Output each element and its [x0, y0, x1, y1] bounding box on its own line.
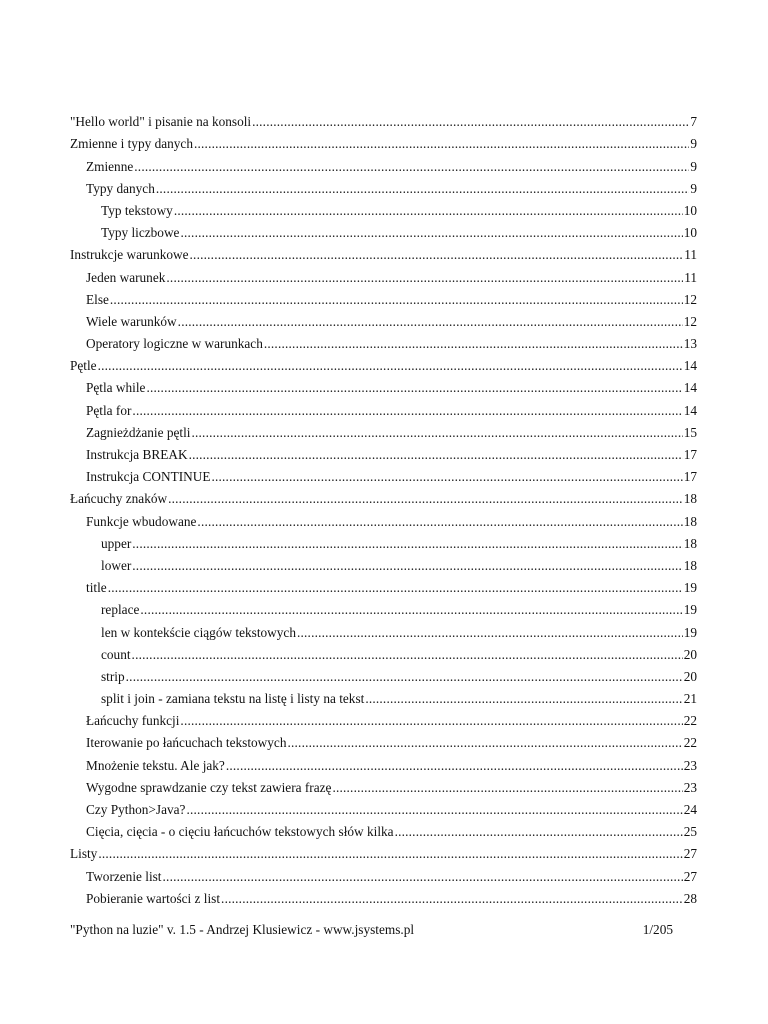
toc-entry-title: Tworzenie list: [86, 868, 162, 884]
toc-entry-page: 15: [683, 424, 697, 440]
toc-entry-title: Wiele warunków: [86, 313, 177, 329]
toc-entry-title: Łańcuchy funkcji: [86, 713, 180, 729]
toc-dot-leader: [264, 336, 683, 352]
toc-entry[interactable]: [70, 574, 697, 596]
toc-entry[interactable]: [70, 219, 697, 241]
toc-entry-title: upper: [101, 535, 132, 551]
toc-entry-page: 12: [683, 291, 697, 307]
toc-entry-title: len w kontekście ciągów tekstowych: [101, 624, 296, 640]
toc-entry[interactable]: [70, 663, 697, 685]
toc-entry-page: 27: [683, 868, 697, 884]
toc-entry[interactable]: [70, 751, 697, 773]
toc-entry-title: Pętle: [70, 358, 97, 374]
toc-entry-page: 9: [690, 158, 697, 174]
toc-entry-title: Pętla for: [86, 402, 132, 418]
toc-entry-title: Typy liczbowe: [101, 225, 180, 241]
toc-entry[interactable]: [70, 885, 697, 907]
toc-entry[interactable]: [70, 818, 697, 840]
toc-dot-leader: [163, 869, 683, 885]
toc-entry-page: 27: [683, 846, 697, 862]
toc-entry-page: 22: [683, 713, 697, 729]
footer-text: "Python na luzie" v. 1.5 - Andrzej Klusiewicz - www.jsystems.pl: [70, 922, 415, 937]
toc-entry[interactable]: [70, 197, 697, 219]
toc-entry-page: 14: [683, 380, 697, 396]
toc-dot-leader: [197, 514, 682, 530]
toc-entry-page: 18: [683, 557, 697, 573]
toc-entry[interactable]: [70, 485, 697, 507]
toc-entry-page: 23: [683, 779, 697, 795]
toc-entry[interactable]: [70, 308, 697, 330]
toc-dot-leader: [132, 647, 683, 663]
toc-entry-page: 10: [683, 225, 697, 241]
toc-entry-title: Typ tekstowy: [101, 202, 173, 218]
toc-dot-leader: [166, 270, 683, 286]
toc-entry[interactable]: [70, 263, 697, 285]
toc-entry[interactable]: [70, 352, 697, 374]
toc-entry[interactable]: [70, 175, 697, 197]
toc-dot-leader: [178, 314, 683, 330]
toc-entry-page: 13: [683, 336, 697, 352]
toc-dot-leader: [140, 602, 682, 618]
toc-entry-page: 11: [684, 247, 697, 263]
toc-dot-leader: [134, 159, 689, 175]
toc-entry[interactable]: [70, 596, 697, 618]
toc-entry-title: Listy: [70, 846, 98, 862]
toc-dot-leader: [132, 536, 682, 552]
toc-entry-title: Jeden warunek: [86, 269, 166, 285]
toc-entry[interactable]: [70, 507, 697, 529]
toc-entry-title: "Hello world" i pisanie na konsoli: [70, 114, 252, 130]
toc-entry-title: Zmienne i typy danych: [70, 136, 193, 152]
toc-entry-title: Iterowanie po łańcuchach tekstowych: [86, 735, 287, 751]
toc-dot-leader: [108, 580, 683, 596]
toc-entry[interactable]: [70, 374, 697, 396]
toc-entry[interactable]: [70, 330, 697, 352]
toc-entry-title: Instrukcje warunkowe: [70, 247, 189, 263]
toc-entry-page: 17: [683, 447, 697, 462]
page-counter: 1/205: [642, 922, 673, 937]
toc-entry[interactable]: [70, 441, 697, 463]
toc-entry-title: Mnożenie tekstu. Ale jak?: [86, 757, 225, 773]
toc-dot-leader: [132, 403, 682, 419]
toc-entry-page: 28: [683, 890, 697, 906]
toc-entry-title: lower: [101, 557, 132, 573]
toc-entry-page: 18: [683, 513, 697, 529]
toc-entry-page: 19: [683, 602, 697, 618]
toc-entry[interactable]: [70, 707, 697, 729]
toc-entry-page: 9: [690, 180, 697, 196]
toc-entry-title: strip: [101, 668, 125, 684]
toc-entry[interactable]: [70, 108, 697, 130]
toc-entry-page: 9: [690, 136, 697, 152]
toc-entry-title: Operatory logiczne w warunkach: [86, 336, 263, 352]
toc-entry-page: 22: [683, 735, 697, 751]
toc-dot-leader: [395, 824, 683, 840]
toc-entry-title: split i join - zamiana tekstu na listę i listy na tekst: [101, 691, 365, 707]
toc-entry[interactable]: [70, 729, 697, 751]
toc-entry[interactable]: [70, 796, 697, 818]
toc-dot-leader: [186, 802, 682, 818]
toc-entry-title: Pobieranie wartości z list: [86, 890, 221, 906]
toc-dot-leader: [365, 691, 682, 707]
toc-entry-title: Pętla while: [86, 380, 146, 396]
toc-entry[interactable]: [70, 685, 697, 707]
toc-dot-leader: [156, 181, 689, 197]
toc-entry-page: 12: [683, 313, 697, 329]
toc-entry-title: Łańcuchy znaków: [70, 491, 168, 507]
toc-entry-page: 10: [683, 202, 697, 218]
toc-dot-leader: [180, 713, 682, 729]
toc-dot-leader: [98, 358, 683, 374]
toc-entry[interactable]: [70, 130, 697, 152]
toc-dot-leader: [297, 625, 683, 641]
toc-dot-leader: [126, 669, 683, 685]
toc-entry-page: 11: [684, 269, 697, 285]
toc-entry-page: 20: [683, 646, 697, 662]
toc-entry-title: Zmienne: [86, 158, 134, 174]
toc-entry-page: 19: [683, 580, 697, 596]
toc-entry-page: 18: [683, 535, 697, 551]
toc-entry-page: 17: [683, 469, 697, 485]
toc-entry[interactable]: [70, 552, 697, 574]
toc-entry-title: replace: [101, 602, 140, 618]
toc-entry[interactable]: [70, 286, 697, 308]
toc-dot-leader: [146, 380, 682, 396]
toc-dot-leader: [132, 558, 682, 574]
toc-entry-title: Czy Python>Java?: [86, 802, 186, 817]
toc-entry-title: count: [101, 646, 131, 662]
toc-entry-title: Typy danych: [86, 180, 155, 196]
toc-entry[interactable]: [70, 618, 697, 640]
toc-entry-title: Instrukcja BREAK: [86, 447, 188, 462]
toc-entry[interactable]: [70, 419, 697, 441]
toc-dot-leader: [191, 425, 682, 441]
toc-dot-leader: [287, 735, 682, 751]
toc-dot-leader: [194, 136, 689, 152]
toc-entry[interactable]: [70, 396, 697, 418]
toc-entry-page: 24: [683, 802, 697, 817]
toc-entry-page: 21: [683, 691, 697, 707]
toc-entry-title: Else: [86, 291, 109, 307]
toc-dot-leader: [252, 114, 689, 130]
table-of-contents: [70, 108, 697, 907]
toc-entry-page: 20: [683, 668, 697, 684]
toc-dot-leader: [168, 491, 683, 507]
toc-entry-page: 14: [683, 402, 697, 418]
toc-dot-leader: [98, 846, 682, 862]
toc-dot-leader: [190, 247, 684, 263]
toc-entry[interactable]: [70, 152, 697, 174]
toc-entry[interactable]: [70, 641, 697, 663]
toc-entry-title: Funkcje wbudowane: [86, 513, 197, 529]
toc-entry-page: 19: [683, 624, 697, 640]
toc-entry-page: 14: [683, 358, 697, 374]
toc-entry-title: Cięcia, cięcia - o cięciu łańcuchów tekstowych słów kilka: [86, 824, 394, 840]
toc-dot-leader: [180, 225, 682, 241]
toc-entry-page: 18: [683, 491, 697, 507]
toc-entry-title: title: [86, 580, 107, 596]
toc-entry-page: 25: [683, 824, 697, 840]
toc-entry[interactable]: [70, 530, 697, 552]
toc-dot-leader: [110, 292, 683, 308]
toc-entry[interactable]: [70, 241, 697, 263]
toc-dot-leader: [211, 469, 682, 485]
toc-entry-page: 7: [690, 114, 697, 130]
toc-dot-leader: [174, 203, 683, 219]
toc-entry-title: Wygodne sprawdzanie czy tekst zawiera frazę: [86, 779, 332, 795]
toc-entry[interactable]: [70, 774, 697, 796]
toc-dot-leader: [189, 447, 683, 463]
toc-dot-leader: [226, 758, 683, 774]
toc-entry[interactable]: [70, 463, 697, 485]
toc-entry-title: Zagnieżdżanie pętli: [86, 424, 191, 440]
toc-dot-leader: [332, 780, 682, 796]
toc-dot-leader: [221, 891, 683, 907]
toc-entry[interactable]: [70, 862, 697, 884]
toc-entry-title: Instrukcja CONTINUE: [86, 469, 211, 485]
toc-entry-page: 23: [683, 757, 697, 773]
toc-entry[interactable]: [70, 840, 697, 862]
